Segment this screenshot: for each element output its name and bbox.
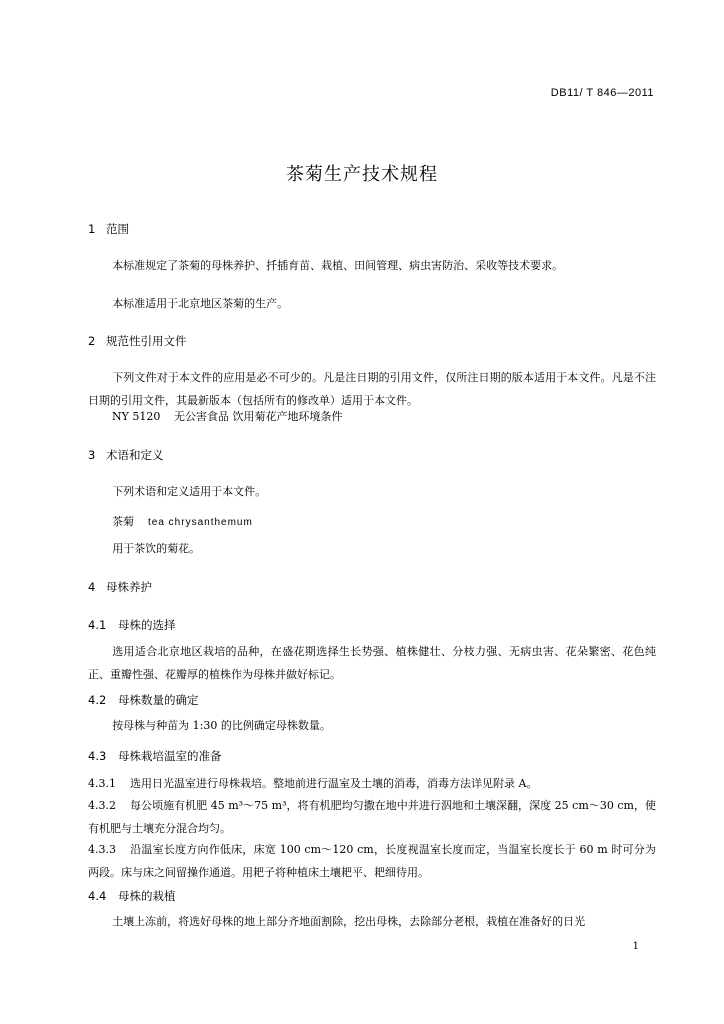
subsection-4-1-heading xyxy=(88,617,656,633)
section-1-paragraph-1: 本标准规定了茶菊的母株养护、扦插育苗、栽植、田间管理、病虫害防治、采收等技术要求。 xyxy=(112,259,564,272)
term-entry xyxy=(88,514,680,531)
subsection-number: 4.4 xyxy=(88,889,107,903)
section-number: 1 xyxy=(88,222,96,236)
section-number: 4 xyxy=(88,580,96,594)
term-english: tea chrysanthemum xyxy=(148,517,253,528)
clause-4-3-2 xyxy=(88,795,656,840)
clause-number: 4.3.1 xyxy=(88,777,116,790)
subsection-4-2-heading xyxy=(88,692,656,708)
subsection-4-4-heading xyxy=(88,888,656,904)
section-title: 规范性引用文件 xyxy=(106,334,187,348)
section-1-heading xyxy=(88,221,656,237)
reference-code: NY 5120 xyxy=(112,410,161,423)
page-number: 1 xyxy=(632,941,639,952)
clause-text: 每公顷施有机肥 45 m³～75 m³，将有机肥均匀撒在地中并进行泅地和土壤深翻，深度 25 cm～30 cm，使有机肥与土壤充分混合均匀。 xyxy=(88,799,656,835)
section-2-paragraph-1: 下列文件对于本文件的应用是必不可少的。凡是注日期的引用文件，仅所注日期的版本适用于本文件。凡是不注日期的引用文件，其最新版本（包括所有的修改单）适用于本文件。 xyxy=(88,371,656,407)
section-title: 母株养护 xyxy=(106,580,152,594)
section-number: 2 xyxy=(88,334,96,348)
section-title: 术语和定义 xyxy=(106,448,164,462)
section-4-heading xyxy=(88,579,656,595)
subsection-number: 4.1 xyxy=(88,618,107,632)
subsection-title: 母株的选择 xyxy=(118,618,176,632)
subsection-number: 4.3 xyxy=(88,749,107,763)
document-title: 茶菊生产技术规程 xyxy=(286,164,438,185)
term-definition: 用于茶饮的菊花。 xyxy=(112,542,201,555)
subsection-4-1-paragraph: 选用适合北京地区栽培的品种，在盛花期选择生长势强、植株健壮、分枝力强、无病虫害、花朵繁密、花色纯正、重瓣性强、花瓣厚的植株作为母株并做好标记。 xyxy=(88,645,656,681)
clause-text: 沿温室长度方向作低床，床宽 100 cm～120 cm，长度视温室长度而定，当温室长度长于 60 m 时可分为两段。床与床之间留操作通道。用耙子将种植床土壤耙平、耙细待用。 xyxy=(88,843,656,879)
subsection-title: 母株栽培温室的准备 xyxy=(118,749,222,763)
reference-title: 无公害食品 饮用菊花产地环境条件 xyxy=(174,410,343,423)
standard-code: DB11/ T 846—2011 xyxy=(550,87,654,99)
subsection-title: 母株数量的确定 xyxy=(118,693,199,707)
subsection-title: 母株的栽植 xyxy=(118,889,176,903)
term-chinese: 茶菊 xyxy=(112,515,134,528)
clause-number: 4.3.3 xyxy=(88,843,116,856)
subsection-number: 4.2 xyxy=(88,693,107,707)
clause-text: 选用日光温室进行母株栽培。整地前进行温室及土壤的消毒，消毒方法详见附录 A。 xyxy=(130,777,538,790)
section-title: 范围 xyxy=(106,222,129,236)
clause-number: 4.3.2 xyxy=(88,799,116,812)
clause-4-3-1 xyxy=(88,773,656,796)
subsection-4-3-heading xyxy=(88,748,656,764)
section-2-heading xyxy=(88,333,656,349)
section-3-heading xyxy=(88,447,656,463)
normative-reference xyxy=(88,406,680,429)
clause-4-3-3 xyxy=(88,839,656,884)
section-number: 3 xyxy=(88,448,96,462)
subsection-4-2-paragraph: 按母株与种苗为 1:30 的比例确定母株数量。 xyxy=(112,719,331,732)
section-1-paragraph-2: 本标准适用于北京地区茶菊的生产。 xyxy=(112,297,289,310)
subsection-4-4-paragraph: 土壤上冻前，将选好母株的地上部分齐地面割除，挖出母株，去除部分老根，栽植在准备好的日光 xyxy=(112,915,586,928)
section-3-paragraph-1: 下列术语和定义适用于本文件。 xyxy=(112,485,267,498)
